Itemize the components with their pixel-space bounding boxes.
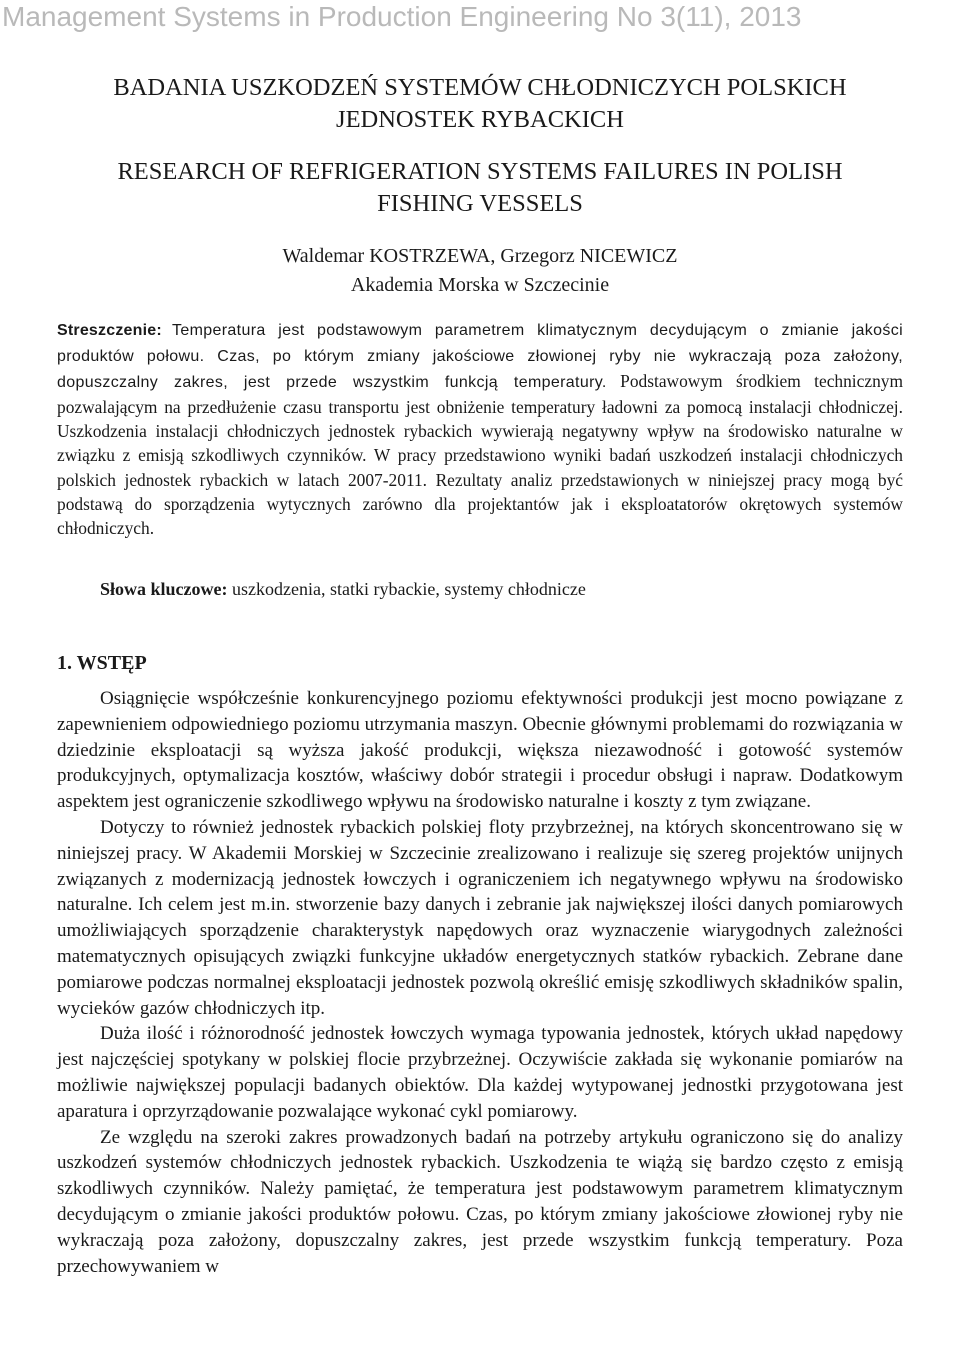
title-english [57, 156, 903, 220]
abstract [57, 317, 903, 540]
abstract-label: Streszczenie: [57, 322, 162, 339]
affiliation: Akademia Morska w Szczecinie [350, 274, 610, 296]
keywords [100, 576, 586, 602]
author-block [57, 242, 903, 300]
title-polish-line-1: BADANIA USZKODZEŃ SYSTEMÓW CHŁODNICZYCH POLSKICH [113, 74, 847, 101]
keywords-label: Słowa kluczowe: [100, 579, 228, 599]
authors: Waldemar KOSTRZEWA, Grzegorz NICEWICZ [282, 245, 678, 267]
paragraph: Ze względu na szeroki zakres prowadzonych badań na potrzeby artykułu ograniczono się do analizy uszkodzeń systemów chłodniczych jednostek rybackich. Uszkodzenia te wiążą się bardzo często z emisją szkodliwych czynników. Należy pamiętać, że temperatura jest podstawowym parametrem klimatycznym decydującym o zmianie jakości produktów połowu. Czas, po którym zmiany jakościowe złowionej ryby nie wykraczają poza założony, dopuszczalny zakres, jest przede wszystkim funkcją temperatury. Poza przechowywaniem w [57, 1126, 903, 1277]
running-header: Management Systems in Production Engineering No 3(11), 2013 [2, 1, 802, 32]
paragraph: Duża ilość i różnorodność jednostek łowczych wymaga typowania jednostek, których układ napędowy jest najczęściej spotykany w polskiej flocie przybrzeżnej. Oczywiście zakłada się wykonanie pomiarów na możliwie największej populacji badanych obiektów. Dla każdej wytypowanej jednostki przygotowana jest aparatura i oprzyrządowanie pozwalające wykonać cykl pomiarowy. [57, 1023, 903, 1122]
title-polish [57, 72, 903, 136]
abstract-text-part-2: Podstawowym środkiem technicznym pozwalającym na przedłużenie czasu transportu jest obniżenie temperatury ładowni za pomocą instalacji chłodniczej. Uszkodzenia instalacji chłodniczych jednostek rybackich wywierają negatywny wpływ na środowisko naturalne w związku z emisją szkodliwych czynników. W pracy przedstawiono wyniki badań uszkodzeń instalacji chłodniczych polskich jednostek rybackich w latach 2007-2011. Rezultaty analiz przedstawionych w niniejszej pracy mogą być podstawą do sporządzenia wytycznych zarówno dla projektantów jak i eksploatatorów okrętowych systemów chłodniczych. [57, 371, 903, 538]
abstract-text-part-1: Temperatura jest podstawowym parametrem klimatycznym decydującym o zmianie jakości produktów połowu. Czas, po którym zmiany jakościowe złowionej ryby nie wykraczają poza założony, dopuszczalny zakres, jest przede wszystkim funkcją temperatury. [57, 322, 903, 392]
section-heading: 1. WSTĘP [57, 652, 147, 674]
title-english-line-1: RESEARCH OF REFRIGERATION SYSTEMS FAILURES IN POLISH [117, 158, 843, 185]
title-block [57, 72, 903, 300]
title-english-line-2: FISHING VESSELS [377, 190, 583, 217]
paragraph: Osiągnięcie współcześnie konkurencyjnego poziomu efektywności produkcji jest mocno powiązane z zapewnieniem odpowiedniego poziomu utrzymania maszyn. Obecnie głównymi problemami do rozwiązania w dziedzinie eksploatacji są wyższa jakość produkcji, większa niezawodność i gotowość systemów produkcyjnych, optymalizacja kosztów, właściwy dobór strategii i procedur obsługi i napraw. Dodatkowym aspektem jest ograniczenie szkodliwego wpływu na środowisko naturalne i koszty z tym związane. [57, 688, 903, 813]
keywords-text: uszkodzenia, statki rybackie, systemy chłodnicze [232, 579, 586, 599]
paragraph: Dotyczy to również jednostek rybackich polskiej floty przybrzeżnej, na których skoncentrowano się w niniejszej pracy. W Akademii Morskiej w Szczecinie zrealizowano i realizuje się szereg projektów unijnych związanych z modernizacją jednostek łowczych i ograniczeniem ich negatywnego wpływu na środowisko naturalne. Ich celem jest m.in. stworzenie bazy danych i zebranie jak największej ilości danych pomiarowych umożliwiających sporządzenie charakterystyk napędowych oraz wyznaczenie wiarygodnych zależności matematycznych opisujących związki funkcyjne układów energetycznych statków rybackich. Zebrane dane pomiarowe podczas normalnej eksploatacji jednostek pozwolą określić emisję szkodliwych składników spalin, wycieków gazów chłodniczych itp. [57, 816, 903, 1019]
title-polish-line-2: JEDNOSTEK RYBACKICH [336, 106, 624, 133]
body-text [57, 686, 903, 1279]
